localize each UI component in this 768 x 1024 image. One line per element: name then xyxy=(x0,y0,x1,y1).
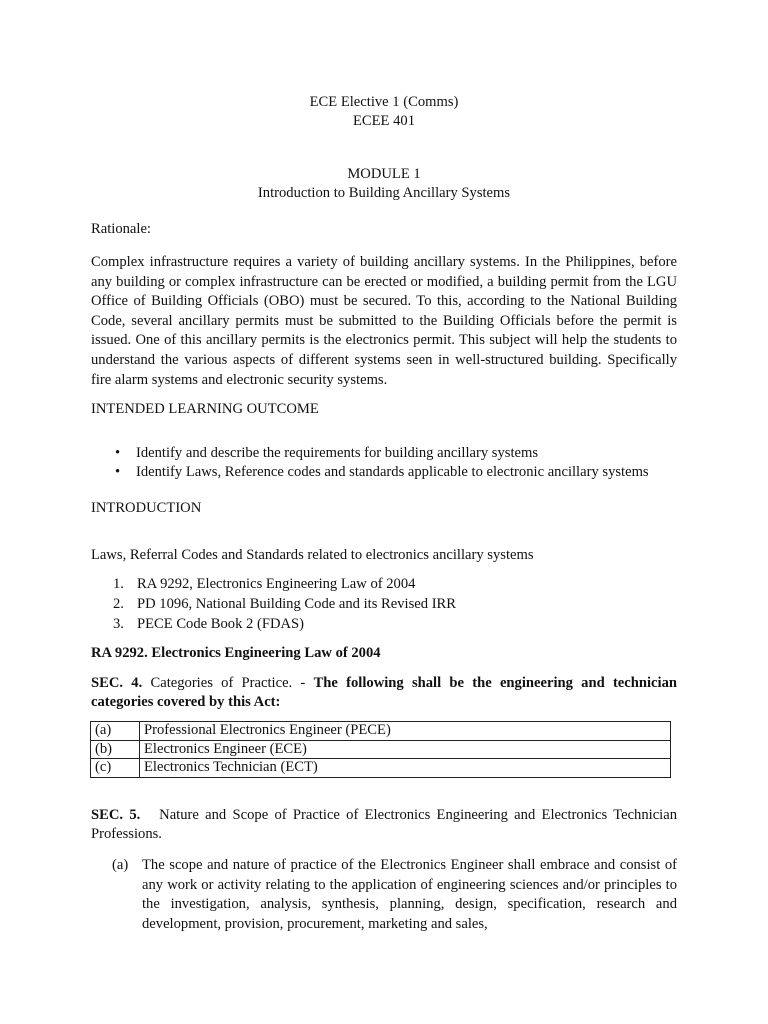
introduction-lead: Laws, Referral Codes and Standards related to electronics ancillary systems xyxy=(91,547,534,563)
sec5-paragraph: SEC. 5. Nature and Scope of Practice of Electronics Engineering and Electronics Technician Professions. xyxy=(91,807,677,842)
rationale-body: Complex infrastructure requires a variety of building ancillary systems. In the Philippines, before any building or complex infrastructure can be erected or modified, a building permit from the LGU Office of Building Officials (OBO) must be secured. To this, according to the National Building Code, several ancillary permits must be submitted to the Building Officials before the permit is issued. One of this ancillary permits is the electronics permit. This subject will help the students to understand the various aspects of different systems seen in well-structured building. Specifically fire alarm systems and electronic security systems. xyxy=(91,254,677,388)
category-label: (a) xyxy=(91,722,140,741)
course-code: ECEE 401 xyxy=(352,113,416,129)
category-label: (b) xyxy=(91,740,140,759)
module-number: MODULE 1 xyxy=(347,166,421,182)
category-name: Electronics Technician (ECT) xyxy=(140,759,671,778)
laws-list xyxy=(91,575,677,635)
ra9292-heading: RA 9292. Electronics Engineering Law of 2004 xyxy=(91,645,381,661)
list-item: 3. PECE Code Book 2 (FDAS) xyxy=(113,616,305,632)
category-name: Professional Electronics Engineer (PECE) xyxy=(140,722,671,741)
sec5-item-a: (a) The scope and nature of practice of the Electronics Engineer shall embrace and consist of any work or activity relating to the application of engineering sciences and/or principles to the investigation, analysis, synthesis, planning, design, specification, research and development, provision, procurement, marketing and sales, xyxy=(112,857,677,932)
categories-table xyxy=(90,721,671,778)
sec4-paragraph: SEC. 4. Categories of Practice. - The following shall be the engineering and technician categories covered by this Act: xyxy=(91,675,677,711)
list-item: • Identify and describe the requirements for building ancillary systems xyxy=(91,444,677,463)
course-title: ECE Elective 1 (Comms) xyxy=(309,94,459,110)
list-item: • Identify Laws, Reference codes and standards applicable to electronic ancillary systems xyxy=(91,463,677,482)
table-row xyxy=(91,759,671,778)
introduction-heading: INTRODUCTION xyxy=(91,500,202,516)
category-name: Electronics Engineer (ECE) xyxy=(140,740,671,759)
table-row xyxy=(91,740,671,759)
ilo-list xyxy=(91,444,677,482)
category-label: (c) xyxy=(91,759,140,778)
table-row xyxy=(91,722,671,741)
module-title: Introduction to Building Ancillary Systems xyxy=(257,185,511,201)
ilo-heading: INTENDED LEARNING OUTCOME xyxy=(91,401,319,417)
rationale-heading: Rationale: xyxy=(91,221,151,237)
list-item: 1. RA 9292, Electronics Engineering Law of 2004 xyxy=(113,576,416,592)
list-item: 2. PD 1096, National Building Code and its Revised IRR xyxy=(113,596,457,612)
